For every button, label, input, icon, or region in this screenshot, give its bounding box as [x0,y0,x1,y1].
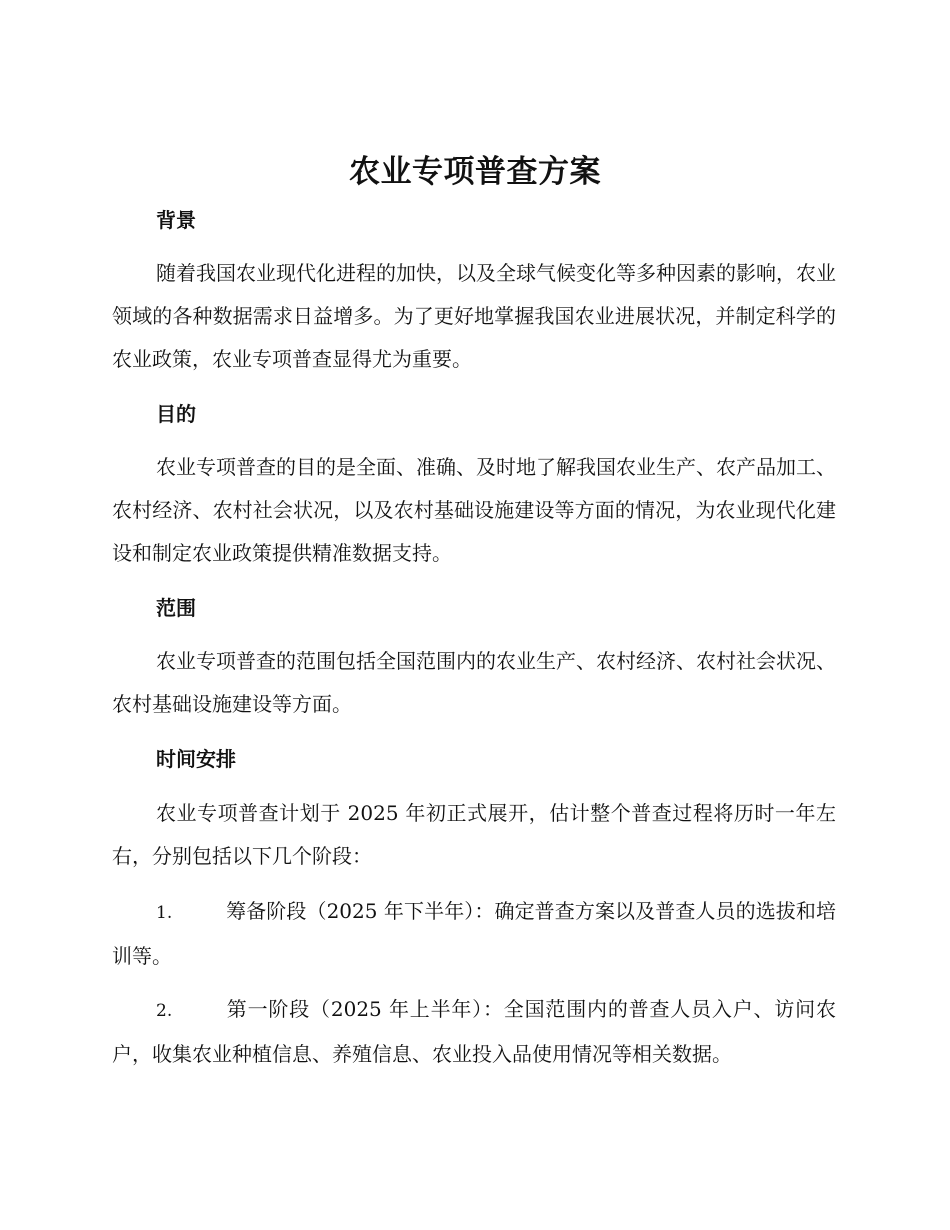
section-text-schedule: 农业专项普查计划于 2025 年初正式展开，估计整个普查过程将历时一年左右，分别包括以下几个阶段： [112,801,836,868]
list-item-1 [112,890,836,978]
section-text-scope: 农业专项普查的范围包括全国范围内的农业生产、农村经济、农村社会状况、农村基础设施建设等方面。 [112,649,836,716]
list-item-2 [112,988,836,1076]
section-heading-background: 背景 [156,208,196,232]
list-number: 1. [156,903,173,923]
section-heading-purpose: 目的 [156,402,196,426]
section-heading-schedule: 时间安排 [156,747,236,771]
section-heading-scope: 范围 [156,596,196,620]
list-item-text: 第一阶段（2025 年上半年）：全国范围内的普查人员入户、访问农户，收集农业种植信息、养殖信息、农业投入品使用情况等相关数据。 [112,997,836,1066]
document-title: 农业专项普查方案 [349,154,601,190]
list-item-text: 筹备阶段（2025 年下半年）：确定普查方案以及普查人员的选拔和培训等。 [112,899,836,968]
list-number: 2. [156,1001,173,1021]
section-text-background: 随着我国农业现代化进程的加快，以及全球气候变化等多种因素的影响，农业领域的各种数据需求日益增多。为了更好地掌握我国农业进展状况，并制定科学的农业政策，农业专项普查显得尤为重要。 [112,261,836,371]
section-text-purpose: 农业专项普查的目的是全面、准确、及时地了解我国农业生产、农产品加工、农村经济、农村社会状况，以及农村基础设施建设等方面的情况，为农业现代化建设和制定农业政策提供精准数据支持。 [112,455,836,565]
